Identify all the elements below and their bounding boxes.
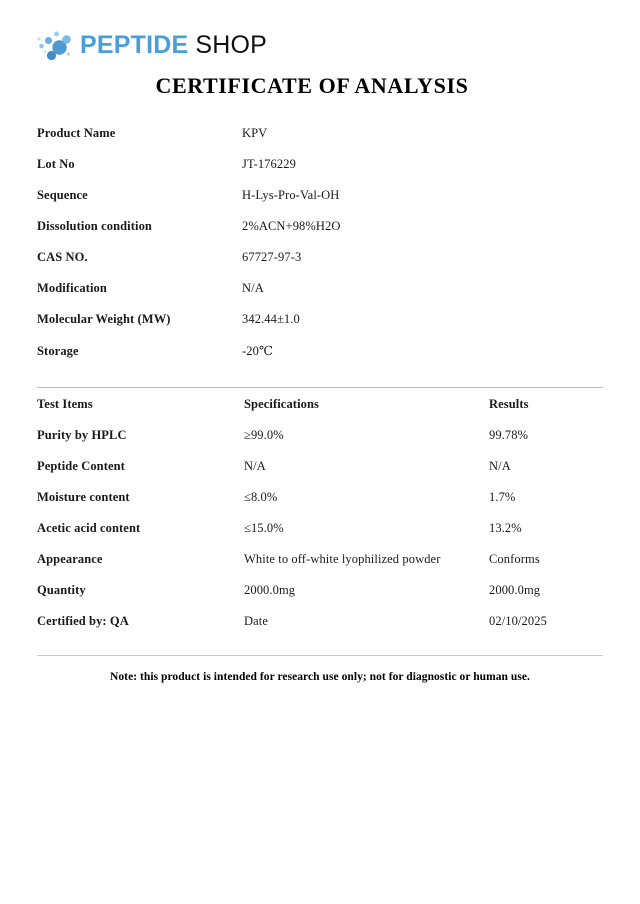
brand-name-primary: PEPTIDE: [80, 30, 189, 59]
info-row: [37, 343, 603, 374]
cell-test-item: Certified by: QA: [37, 614, 129, 628]
info-value: 2%ACN+98%H2O: [242, 219, 341, 233]
column-header-test-items: Test Items: [37, 397, 93, 411]
table-row: [37, 521, 603, 552]
table-top-divider: [37, 387, 603, 388]
info-row: [37, 281, 603, 312]
info-row: [37, 126, 603, 157]
cell-specification: White to off-white lyophilized powder: [244, 552, 441, 566]
brand-name-secondary: SHOP: [195, 30, 268, 59]
table-row: [37, 459, 603, 490]
info-label: Modification: [37, 281, 107, 295]
cell-specification: Date: [244, 614, 268, 628]
results-table: [0, 397, 640, 645]
molecule-cluster-icon: [37, 30, 71, 60]
info-label: Dissolution condition: [37, 219, 152, 233]
cell-specification: N/A: [244, 459, 266, 473]
research-use-note: Note: this product is intended for research use only; not for diagnostic or human use.: [110, 671, 530, 683]
cell-specification: ≥99.0%: [244, 428, 284, 442]
cell-result: N/A: [489, 459, 511, 473]
info-label: Molecular Weight (MW): [37, 312, 171, 326]
table-header-row: [37, 397, 603, 428]
cell-result: Conforms: [489, 552, 540, 566]
table-bottom-divider: [37, 655, 603, 656]
info-value: -20℃: [242, 344, 274, 358]
info-row: [37, 157, 603, 188]
cell-test-item: Moisture content: [37, 490, 130, 504]
cell-test-item: Quantity: [37, 583, 86, 597]
table-row: [37, 614, 603, 645]
table-row: [37, 428, 603, 459]
info-value: 342.44±1.0: [242, 312, 300, 326]
info-value: KPV: [242, 126, 268, 140]
page-title: CERTIFICATE OF ANALYSIS: [155, 73, 469, 98]
cell-result: 2000.0mg: [489, 583, 541, 597]
cell-result: 99.78%: [489, 428, 529, 442]
info-label: CAS NO.: [37, 250, 88, 264]
info-label: Storage: [37, 344, 79, 358]
info-value: N/A: [242, 281, 264, 295]
info-row: [37, 312, 603, 343]
table-row: [37, 583, 603, 614]
product-info-list: [0, 126, 640, 374]
column-header-results: Results: [489, 397, 529, 411]
info-row: [37, 188, 603, 219]
cell-test-item: Purity by HPLC: [37, 428, 127, 442]
info-label: Sequence: [37, 188, 88, 202]
table-row: [37, 490, 603, 521]
cell-specification: ≤15.0%: [244, 521, 284, 535]
brand-logo-text: [80, 30, 268, 59]
info-value: JT-176229: [242, 157, 296, 171]
brand-header: [0, 0, 640, 60]
info-row: [37, 250, 603, 281]
cell-result: 1.7%: [489, 490, 516, 504]
cell-test-item: Peptide Content: [37, 459, 125, 473]
cell-specification: 2000.0mg: [244, 583, 296, 597]
cell-test-item: Appearance: [37, 552, 103, 566]
table-row: [37, 552, 603, 583]
cell-result: 13.2%: [489, 521, 522, 535]
info-label: Product Name: [37, 126, 116, 140]
column-header-specifications: Specifications: [244, 397, 320, 411]
info-row: [37, 219, 603, 250]
info-value: 67727-97-3: [242, 250, 302, 264]
cell-specification: ≤8.0%: [244, 490, 278, 504]
cell-test-item: Acetic acid content: [37, 521, 141, 535]
info-label: Lot No: [37, 157, 75, 171]
info-value: H-Lys-Pro-Val-OH: [242, 188, 340, 202]
cell-result: 02/10/2025: [489, 614, 547, 628]
